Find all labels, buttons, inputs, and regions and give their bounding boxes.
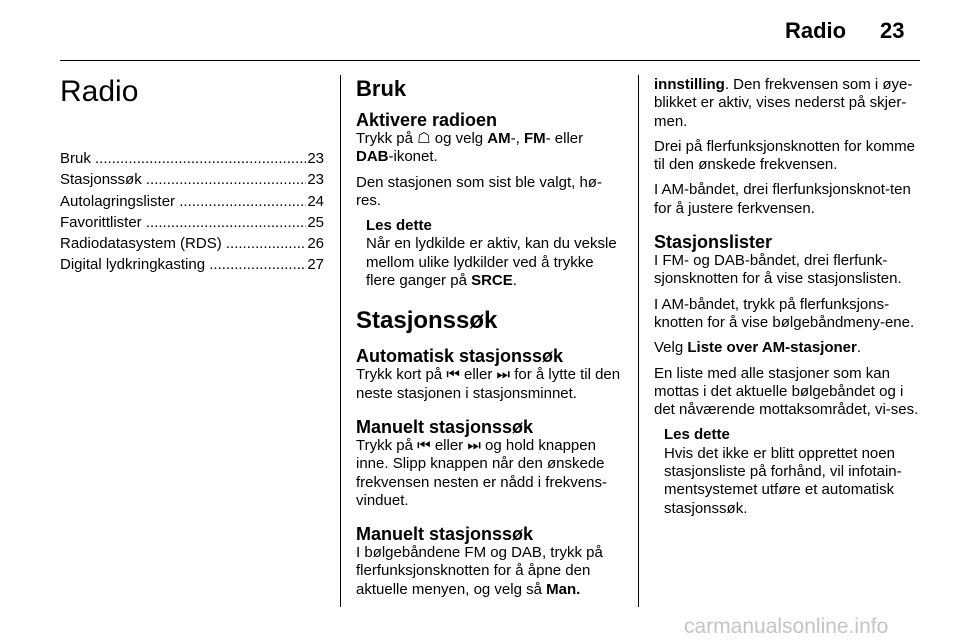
subsection-heading: Manuelt stasjonssøk [356, 416, 534, 437]
column-divider-left [340, 75, 341, 607]
subsection-heading: Automatisk stasjonssøk [356, 346, 564, 367]
paragraph: Trykk kort på ⏮ eller ⏭ for å lytte til den neste stasjonen i stasjonsminnet. [356, 366, 621, 402]
paragraph: I bølgebåndene FM og DAB, trykk på flerfunksjonsknotten for å åpne den aktuelle menyen, og velg så Man. [356, 544, 603, 598]
subsection-automatisk [356, 346, 624, 403]
toc-entry[interactable] [60, 150, 324, 168]
toc-leader [146, 214, 306, 232]
subsection-manuelt-2 [356, 524, 624, 599]
toc-label: Autolagringslister [60, 192, 176, 210]
column-divider-right [638, 75, 639, 607]
note-text: Når en lydkilde er aktiv, kan du veksle mellom ulike lydkilder ved å trykke flere ganger på SRCE. [366, 235, 617, 290]
toc-entry[interactable] [60, 235, 324, 253]
toc-leader [146, 171, 306, 189]
home-icon: ☖ [417, 130, 431, 147]
toc-column [60, 76, 324, 275]
toc-entry[interactable] [60, 214, 324, 232]
subsection-heading: Manuelt stasjonssøk [356, 524, 534, 545]
running-header-title: Radio [785, 18, 847, 43]
note-heading: Les dette [664, 426, 730, 444]
toc-page: 23 [307, 150, 324, 167]
next-track-icon: ⏭ [467, 436, 481, 454]
toc-page: 27 [307, 256, 324, 274]
toc-entry[interactable] [60, 256, 324, 274]
note-box [366, 217, 624, 290]
note-heading: Les dette [366, 217, 432, 235]
toc-leader [95, 150, 306, 168]
page-number: 23 [880, 18, 905, 43]
toc-label: Favorittlister [60, 213, 142, 231]
toc-label: Radiodatasystem (RDS) [60, 235, 222, 253]
paragraph: Drei på flerfunksjonsknotten for komme til den ønskede frekvensen. [654, 137, 915, 174]
subsection-stasjonslister [654, 232, 922, 518]
previous-track-icon: ⏮ [446, 366, 460, 384]
watermark-logo: carmanualsonline.info [684, 615, 889, 638]
header-rule [60, 60, 920, 61]
paragraph: I AM-båndet, trykk på flerfunksjons-knotten for å vise bølgebåndmeny-ene. [654, 295, 915, 331]
paragraph: En liste med alle stasjoner som kan mottas i det aktuelle bølgebåndet og i det nåværende mottaksområdet, vi-ses. [654, 364, 919, 419]
toc-page: 25 [307, 213, 324, 231]
toc-label: Bruk [60, 150, 91, 167]
subsection-heading: Stasjonslister [654, 232, 773, 253]
paragraph: Velg Liste over AM-stasjoner. [654, 339, 862, 357]
note-text: Hvis det ikke er blitt opprettet noen stasjonsliste på forhånd, vil infotain-mentsystemet utføre et automatisk stasjonssøk. [664, 444, 902, 517]
section-heading-stasjonssok: Stasjonssøk [356, 307, 498, 335]
subsection-heading: Aktivere radioen [356, 110, 498, 130]
paragraph: Trykk på ☖ og velg AM-, FM- eller DAB-ikonet. [356, 130, 584, 166]
toc-page: 24 [307, 192, 324, 210]
paragraph: Den stasjonen som sist ble valgt, hø-res. [356, 173, 602, 209]
chapter-title: Radio [60, 75, 139, 108]
paragraph: innstilling. Den frekvensen som i øye-blikket er aktiv, vises nederst på skjer-men. [654, 76, 913, 130]
content-column-right [654, 76, 922, 525]
toc-leader [226, 235, 306, 253]
toc-entry[interactable] [60, 193, 324, 211]
toc-label: Digital lydkringkasting [60, 256, 206, 274]
next-track-icon: ⏭ [496, 366, 511, 384]
paragraph: Trykk på ⏮ eller ⏭ og hold knappen inne. Slipp knappen når den ønskede frekvensen nesten er nådd i frekvens-vinduet. [356, 436, 607, 509]
paragraph: I FM- og DAB-båndet, drei flerfunk-sjonsknotten for å vise stasjonslisten. [654, 252, 902, 288]
toc-page: 26 [307, 235, 324, 253]
previous-track-icon: ⏮ [417, 436, 431, 454]
subsection-manuelt-1 [356, 417, 624, 510]
toc-label: Stasjonssøk [60, 171, 142, 189]
paragraph: I AM-båndet, drei flerfunksjonsknot-ten for å justere ferkvensen. [654, 181, 911, 217]
subsection-aktivere [356, 110, 624, 290]
section-heading-bruk: Bruk [356, 76, 407, 101]
toc-leader [209, 256, 306, 274]
note-box [664, 426, 922, 517]
content-column-middle [356, 76, 624, 606]
toc-leader [179, 193, 306, 211]
toc-entry[interactable] [60, 171, 324, 189]
table-of-contents [60, 150, 324, 275]
toc-page: 23 [307, 171, 324, 189]
